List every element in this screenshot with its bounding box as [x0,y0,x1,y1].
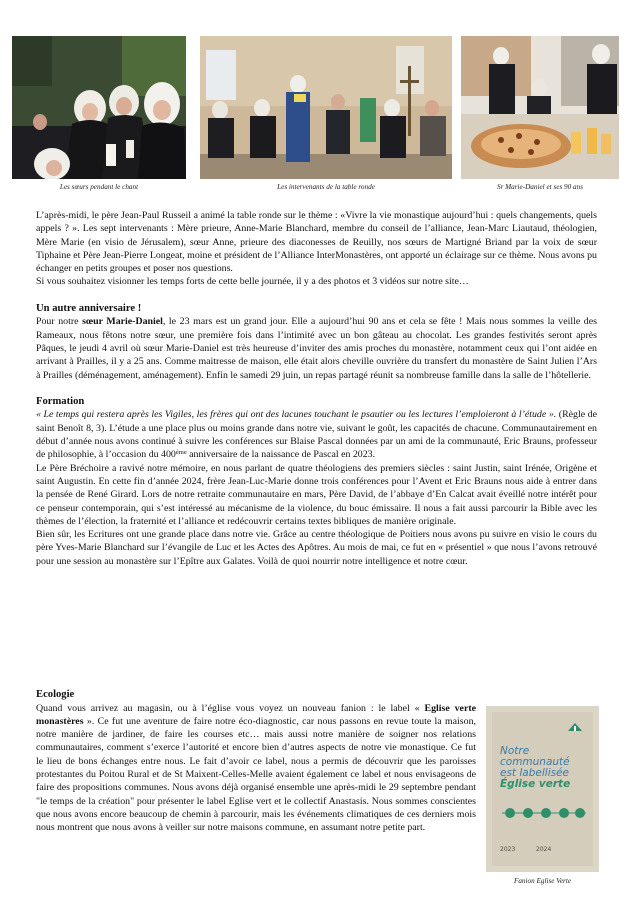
photo-caption: Les sœurs pendant le chant [59,183,139,191]
rule-quote: « Le temps qui restera après les Vigiles, les frères qui ont des lacunes touchant le psautier ou les lectures l’emploieront à l’étude ». [36,409,557,421]
section-title: Un autre anniversaire ! [36,302,142,314]
paragraph: L’après-midi, le père Jean-Paul Russeil a animé la table ronde sur le thème : «Vivre la vie monastique aujourd’hui : quels changements, quels appels ? ». Les sept intervenants : Mère prieure, Anne-Marie Blanchard, membre du conseil de l’alliance, Jean-Marc Liautaud, théologien, Mère Marie (en visio de Jérusalem), sœur Anne, prieure des diaconesses de Reuilly, nos sœurs de Martigné Briand par la voix de sœur Tiphaine et Père Jean-Pierre Longeat, moine et président de l’Alliance InterMonastères, ont apporté un éclairage sur ce thème. Nous avons pu échanger en petits groupes et poser nos questions. [36,210,597,275]
banner-text [500,746,592,790]
paragraph [36,315,597,381]
text-run: Quand vous arrivez au magasin, ou à l’église vous voyez un nouveau fanion : le label « [36,702,425,714]
section-title: Ecologie [36,689,75,700]
article-body [36,209,597,568]
ecology-section [36,688,476,835]
text-run: Pour notre [36,316,83,328]
banner-line: communauté [500,756,570,768]
bold-label: Eglise verte monastères [36,702,476,727]
photo-sisters-singing [12,36,186,179]
banner-year: 2024 [536,846,552,853]
banner-line: Notre [500,745,530,757]
paragraph [36,702,476,835]
text-run: , le 23 mars est un grand jour. Elle a aujourd’hui 90 ans et cela se fête ! Mais nous sommes la veille des Rameaux, nous fêtons notre sœur, une première fois dans l’intimité avec un bon gâteau au chocolat. Les grandes festivités seront après Pâques, le jeudi 4 avril où sœur Marie-Daniel est très heureuse d’inviter des amis proches du monastère, notamment ceux qui l’ont aidée en arrivant à Prailles, il y a 25 ans. Comme maitresse de maison, elle était alors cheville ouvrière du transfert du monastère de Saint Julien l’Ars à Prailles (déménagement, aménagement). Enfin le samedi 29 juin, un repas partagé réunit sa nombreuse famille dans la salle de l’hôtellerie. [36,316,597,381]
photo-caption: Sr Marie-Daniel et ses 90 ans [496,183,584,191]
text-run: ». Ce fut une aventure de faire notre éco-diagnostic, car nous passons en revue toute la maison, notre manière de jardiner, de faire les courses etc… mais aussi notre manière de soigner nos relations communautaires, comment s’exerce l’autorité et encore bien d’autres aspects de notre vie monastique. Ce fut le lieu de bons échanges entre nous. Le fait d’avoir ce label, nous a permis de découvrir que les paroisses protestantes du Poitou Rural et de St Maixent-Celles-Melle avaient également ce label et nous envisageons de faire des propositions communes. Nous avons déjà organisé ensemble une après-midi le 29 septembre pendant "le temps de la création" pour présenter le label Eglise vert et le collectif Anastasis. Nous sommes conscientes que nous avons encore beaucoup de chemin à parcourir, mais les événements climatiques de ces derniers mois nous montrent que nous avons à veiller sur notre maisons commune, en assumant notre petite part. [36,715,476,834]
photo-eglise-verte-banner [486,706,599,872]
bold-name: sœur Marie-Daniel [82,316,163,328]
paragraph: Si vous souhaitez visionner les temps forts de cette belle journée, il y a des photos et 3 vidéos sur notre site… [36,276,469,288]
banner-year: 2023 [500,846,516,853]
superscript: ème [175,449,187,457]
photo-round-table [200,36,452,179]
text-run: anniversaire de la naissance de Pascal en 2023. [186,449,376,461]
banner-line: est labellisée [500,767,570,779]
photo-sr-marie-daniel [461,36,619,179]
photo-caption: Les intervenants de la table ronde [277,183,375,191]
paragraph [36,408,597,461]
text-run: (Règle de saint Benoît 8, 3). L’étude a une place plus ou moins grande dans notre vie, suivant le goût, les capacités de chacune. Communautairement en début d’année nous avons continué à suivre les conférences sur Blaise Pascal données par un ami de la communauté, Eric Brauns, professeur de philosophie, à l’occasion du 400 [36,409,598,461]
banner-line: Église verte [500,778,571,790]
paragraph: Le Père Bréchoire a ravivé notre mémoire, en nous parlant de quatre théologiens des premiers siècles : saint Justin, saint Irénée, Origène et saint Augustin. En cette fin d’année 2024, frère Jean-Luc-Marie donne trois conférences pour l’Avent et Eric Brauns nous aide à entrer dans la pensée de René Girard. Lors de notre retraite communautaire en mars, Père David, de l’abbaye d’En Calcat avait éveillé notre intérêt pour ce penseur contemporain, qui s’est intéressé au mécanisme de la violence, du bouc émissaire. Il nous a fait aussi parcourir la Bible avec les thèmes de l’élection, la fraternité et l’alliance et redécouvrir certains textes bibliques de manière originale. [36,462,597,527]
banner-icons [502,806,586,822]
section-title: Formation [36,395,85,407]
photo-caption: Fanion Eglise Verte [513,877,572,885]
paragraph: Bien sûr, les Ecritures ont une grande place dans notre vie. Grâce au centre théologique de Poitiers nous avons pu suivre en visio le cours du père Yves-Marie Blanchard sur l’évangile de Luc et les Actes des Apôtres. Au mois de mai, ce fut en « présentiel » que nous l’avons retrouvé pour une session au monastère sur l’Epître aux Galates. Voilà de quoi nourrir notre intelligence et notre cœur. [36,529,597,567]
banner-logo [566,720,584,732]
